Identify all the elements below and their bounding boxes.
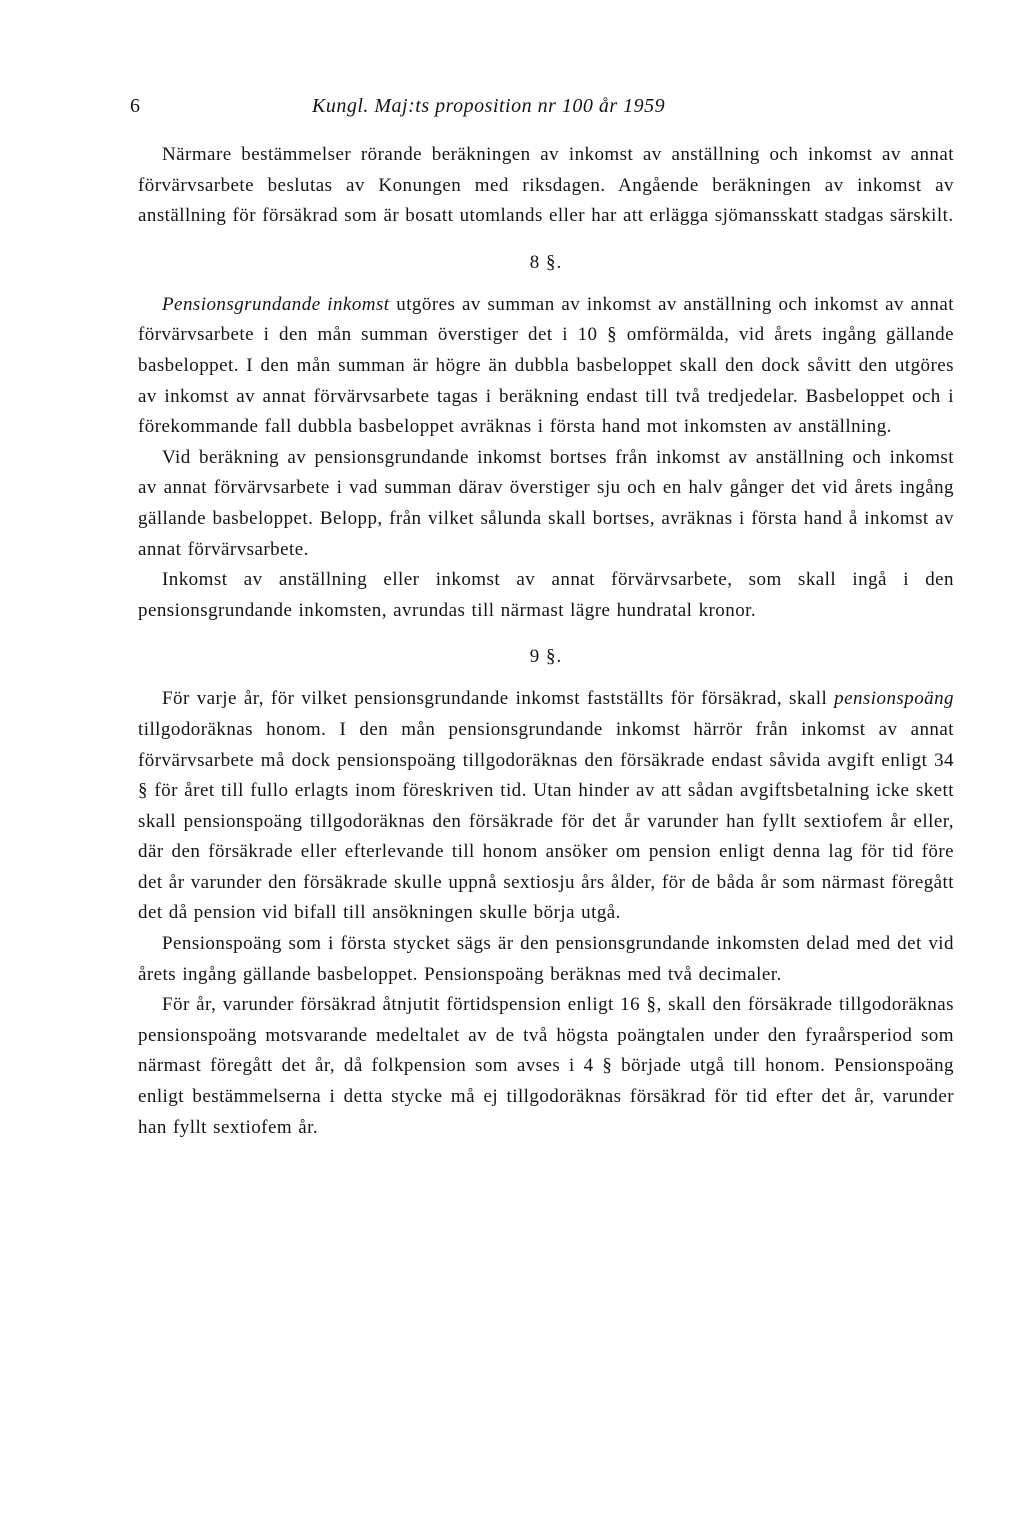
paragraph-text: tillgodoräknas honom. I den mån pensionsgrundande inkomst härrör från inkomst av annat förvärvsarbete må dock pensionspoäng tillgodoräknas den försäkrade endast såvida avgift enligt 34 § för året till fullo erlagts inom föreskriven tid. Utan hinder av att sådan avgiftsbetalning icke skett skall pensionspoäng tillgodoräknas den försäkrade för det år varunder han fyllt sextiofem år eller, där den försäkrade eller efterlevande till honom ansöker om pension enligt denna lag för tid före det år varunder den försäkrade skulle uppnå sextiosju års ålder, för de båda år som närmast föregått det då pension vid bifall till ansökningen skulle börja utgå. bbox=[138, 718, 954, 924]
paragraph-poang-berakning: Pensionspoäng som i första stycket sägs är den pensionsgrundande inkomsten delad med det vid årets ingång gällande basbeloppet. Pensionspoäng beräknas med två decimaler. bbox=[138, 933, 954, 985]
section-heading-9: 9 §. bbox=[529, 646, 563, 668]
document-page bbox=[130, 92, 954, 1143]
page-number: 6 bbox=[130, 95, 140, 117]
defined-term-pensionspoang: pensionspoäng bbox=[834, 688, 954, 710]
paragraph-pensionspoang bbox=[138, 684, 954, 929]
paragraph-bortses: Vid beräkning av pensionsgrundande inkomst bortses från inkomst av anställning och inkomst av annat förvärvsarbete i vad summan därav överstiger sju och en halv gånger det vid årets ingång gällande basbeloppet. Belopp, från vilket sålunda skall bortses, avräknas i första hand å inkomst av annat förvärvsarbete. bbox=[138, 446, 954, 560]
section-heading-8: 8 §. bbox=[529, 251, 563, 273]
document-body bbox=[138, 140, 954, 1143]
paragraph-text: För varje år, för vilket pensionsgrundande inkomst fastställts för försäkrad, skall bbox=[162, 688, 835, 710]
paragraph-avrundning: Inkomst av anställning eller inkomst av annat förvärvsarbete, som skall ingå i den pensionsgrundande inkomsten, avrundas till närmast lägre hundratal kronor. bbox=[138, 569, 954, 621]
paragraph-bestammelser: Närmare bestämmelser rörande beräkningen av inkomst av anställning och inkomst av annat förvärvsarbete beslutas av Konungen med riksdagen. Angående beräkningen av inkomst av anställning för försäkrad som är bosatt utomlands eller har att erlägga sjömansskatt stadgas särskilt. bbox=[138, 144, 954, 227]
running-title: Kungl. Maj:ts proposition nr 100 år 1959 bbox=[312, 95, 666, 117]
paragraph-text: utgöres av summan av inkomst av anställning och inkomst av annat förvärvsarbete i den mån summan överstiger det i 10 § omförmälda, vid årets ingång gällande basbeloppet. I den mån summan är högre än dubbla basbeloppet skall den dock såvitt den utgöres av inkomst av annat förvärvsarbete tagas i beräkning endast till två tredjedelar. Basbeloppet och i förekommande fall dubbla basbeloppet avräknas i första hand mot inkomsten av anställning. bbox=[138, 293, 954, 438]
page-header bbox=[130, 92, 954, 126]
paragraph-fortidspension: För år, varunder försäkrad åtnjutit förtidspension enligt 16 §, skall den försäkrade tillgodoräknas pensionspoäng motsvarande medeltalet av de två högsta poängtalen under den fyraårsperiod som närmast föregått det år, då folkpension som avses i 4 § började utgå till honom. Pensionspoäng enligt bestämmelserna i detta stycke må ej tillgodoräknas försäkrad för tid efter det år, varunder han fyllt sextiofem år. bbox=[138, 994, 954, 1138]
paragraph-pensionsgrundande-inkomst bbox=[138, 290, 954, 443]
defined-term-pensionsgrundande-inkomst: Pensionsgrundande inkomst bbox=[162, 293, 390, 315]
